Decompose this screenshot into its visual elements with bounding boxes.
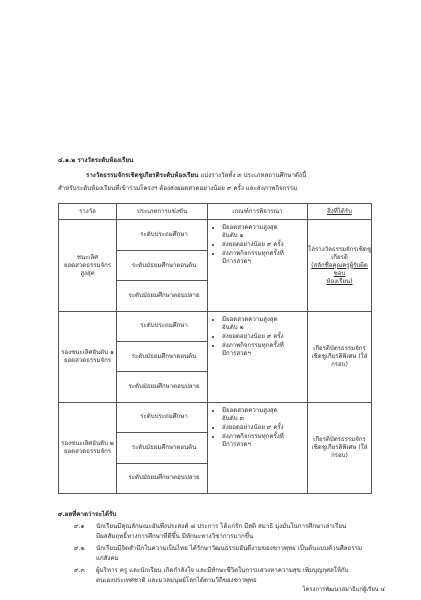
criteria-text: • ส่งยอดอย่างน้อย ๙ ครั้ง	[222, 241, 284, 249]
expected-item-num: ๙.๓	[74, 567, 85, 574]
level-cell: ระดับประถมศึกษา	[117, 220, 208, 250]
header-level: ประเภทการแข่งขัน	[117, 204, 208, 220]
reward-cell	[308, 402, 372, 493]
criteria-text: มีการสวดฯ	[222, 258, 251, 266]
level-cell: ระดับมัธยมศึกษาตอนปลาย	[117, 463, 208, 493]
expected-item-line: แก่สังคม	[96, 555, 119, 562]
reward-line: เกียรติบัตรธรรมจักร	[313, 344, 366, 352]
intro-line-2: สำหรับระดับห้องเรียนที่เข้าร่วมโครงฯ ต้องส่งยอดสวดอย่างน้อย ๙ ครั้ง และส่งภาพกิจกรรม	[58, 185, 298, 192]
expected-item-line: มีผลสัมฤทธิ์ทางการศึกษาที่ดีขึ้น มีทักษะทางวิชาการมากขึ้น	[96, 533, 254, 540]
criteria-text: อันดับ ๓	[222, 414, 244, 422]
criteria-item	[222, 241, 305, 249]
reward-line: ห้องเรียน)	[326, 277, 353, 285]
table-row	[59, 402, 372, 432]
section-heading: ๔.๑.๒ รางวัลระดับห้องเรียน	[58, 157, 134, 164]
header-award: รางวัล	[59, 204, 117, 220]
level-cell: ระดับมัธยมศึกษาตอนต้น	[117, 250, 208, 280]
level-cell: ระดับมัธยมศึกษาตอนปลาย	[117, 372, 208, 402]
criteria-item	[222, 333, 305, 341]
reward-line: (สลักชื่อคุณครูผู้รับผิดชอบ	[311, 261, 368, 277]
award-line: รองชนะเลิศอันดับ ๑	[61, 348, 114, 356]
criteria-text: • มียอดสวดความสูงสุด	[222, 224, 278, 232]
reward-line: โล่รางวัลธรรมจักรเชิดชูเกียรติ	[308, 245, 371, 261]
award-cell	[59, 220, 117, 311]
header-criteria: เกณฑ์การพิจารณา	[208, 204, 308, 220]
header-reward: สิ่งที่ได้รับ	[308, 204, 372, 220]
expected-item-line: ผู้บริหาร ครู และนักเรียน เกิดกำลังใจ และมีทักษะชีวิตในการแสวงหาความสุข เพิ่มบุญกุศลให้กับ	[96, 567, 349, 574]
expected-item-num: ๙.๒	[74, 545, 85, 552]
criteria-text: • มียอดสวดความสูงสุด	[222, 315, 278, 323]
criteria-text: • ส่งยอดอย่างน้อย ๙ ครั้ง	[222, 332, 284, 340]
award-cell	[59, 402, 117, 493]
reward-cell	[308, 220, 372, 311]
criteria-text: • ส่งภาพกิจกรรมทุกครั้งที่	[222, 341, 284, 349]
criteria-text: • ส่งยอดอย่างน้อย ๙ ครั้ง	[222, 423, 284, 431]
criteria-item	[222, 433, 305, 449]
criteria-text: มีการสวดฯ	[222, 349, 251, 357]
award-line: ยอดสวดธรรมจักรสูงสุด	[63, 261, 112, 277]
intro-rest: แบ่งรางวัลทั้ง ๓ ประเภทสถานศึกษาดังนี้	[198, 172, 307, 179]
reward-line: เชิดชูเกียรติพิเศษ (ใส่กรอบ)	[311, 352, 368, 368]
level-cell: ระดับมัธยมศึกษาตอนปลาย	[117, 281, 208, 311]
award-table	[58, 203, 372, 494]
expected-item-line: นักเรียนมีจิตสำนึกในความเป็นไทย ได้รักษาวัฒนธรรมอันดีงามของชาวพุทธ เป็นต้นแบบด้านศีลธรรม	[96, 545, 363, 552]
level-cell: ระดับมัธยมศึกษาตอนต้น	[117, 433, 208, 463]
intro-bold: รางวัลธรรมจักรเชิดชูเกียรติระดับห้องเรียน	[86, 172, 199, 179]
page-footer: โครงการพัฒนาสมาธิแก่ผู้เรียน ๔	[302, 587, 385, 593]
expected-item-num: ๙.๑	[74, 523, 85, 530]
criteria-item	[222, 424, 305, 432]
criteria-text: • มียอดสวดความสูงสุด	[222, 406, 278, 414]
table-header-row	[59, 204, 372, 220]
criteria-list	[210, 407, 305, 449]
table-row	[59, 220, 372, 250]
criteria-item	[222, 250, 305, 266]
criteria-text: มีการสวดฯ	[222, 440, 251, 448]
criteria-text: • ส่งภาพกิจกรรมทุกครั้งที่	[222, 250, 284, 258]
reward-line: เกียรติบัตรธรรมจักร	[313, 435, 366, 443]
criteria-list	[210, 224, 305, 266]
award-line: ชนะเลิศ	[76, 253, 99, 261]
level-cell: ระดับประถมศึกษา	[117, 311, 208, 341]
criteria-item	[222, 224, 305, 240]
criteria-text: อันดับ ๑	[222, 232, 244, 240]
expected-item-line: ตนเองประเทศชาติ และมวลมนุษย์โลกได้ตามวิถีของชาวพุทธ	[96, 577, 257, 584]
intro-line-1	[86, 172, 306, 180]
criteria-cell	[208, 220, 308, 311]
level-cell: ระดับมัธยมศึกษาตอนต้น	[117, 342, 208, 372]
criteria-list	[210, 316, 305, 358]
criteria-item	[222, 342, 305, 358]
criteria-cell	[208, 402, 308, 493]
reward-line: เชิดชูเกียรติพิเศษ (ใส่กรอบ)	[311, 443, 368, 459]
award-line: รองชนะเลิศอันดับ ๒	[61, 439, 114, 447]
award-line: ยอดสวดธรรมจักร	[63, 356, 112, 364]
level-cell: ระดับประถมศึกษา	[117, 402, 208, 432]
table-row	[59, 311, 372, 341]
reward-cell	[308, 311, 372, 402]
expected-item-line: นักเรียนมีคุณลักษณะอันพึงประสงค์ ๘ ประการ ได้แก่รัก มีสติ สมาธิ มุ่งมั่นในการศึกษาเล่าเรียน	[96, 523, 347, 530]
criteria-cell	[208, 311, 308, 402]
criteria-item	[222, 316, 305, 332]
criteria-text: • ส่งภาพกิจกรรมทุกครั้งที่	[222, 432, 284, 440]
award-cell	[59, 311, 117, 402]
criteria-item	[222, 407, 305, 423]
award-line: ยอดสวดธรรมจักร	[63, 447, 112, 455]
criteria-text: อันดับ ๒	[222, 323, 244, 331]
expected-heading: ๙.ผลที่คาดว่าจะได้รับ	[58, 511, 117, 518]
